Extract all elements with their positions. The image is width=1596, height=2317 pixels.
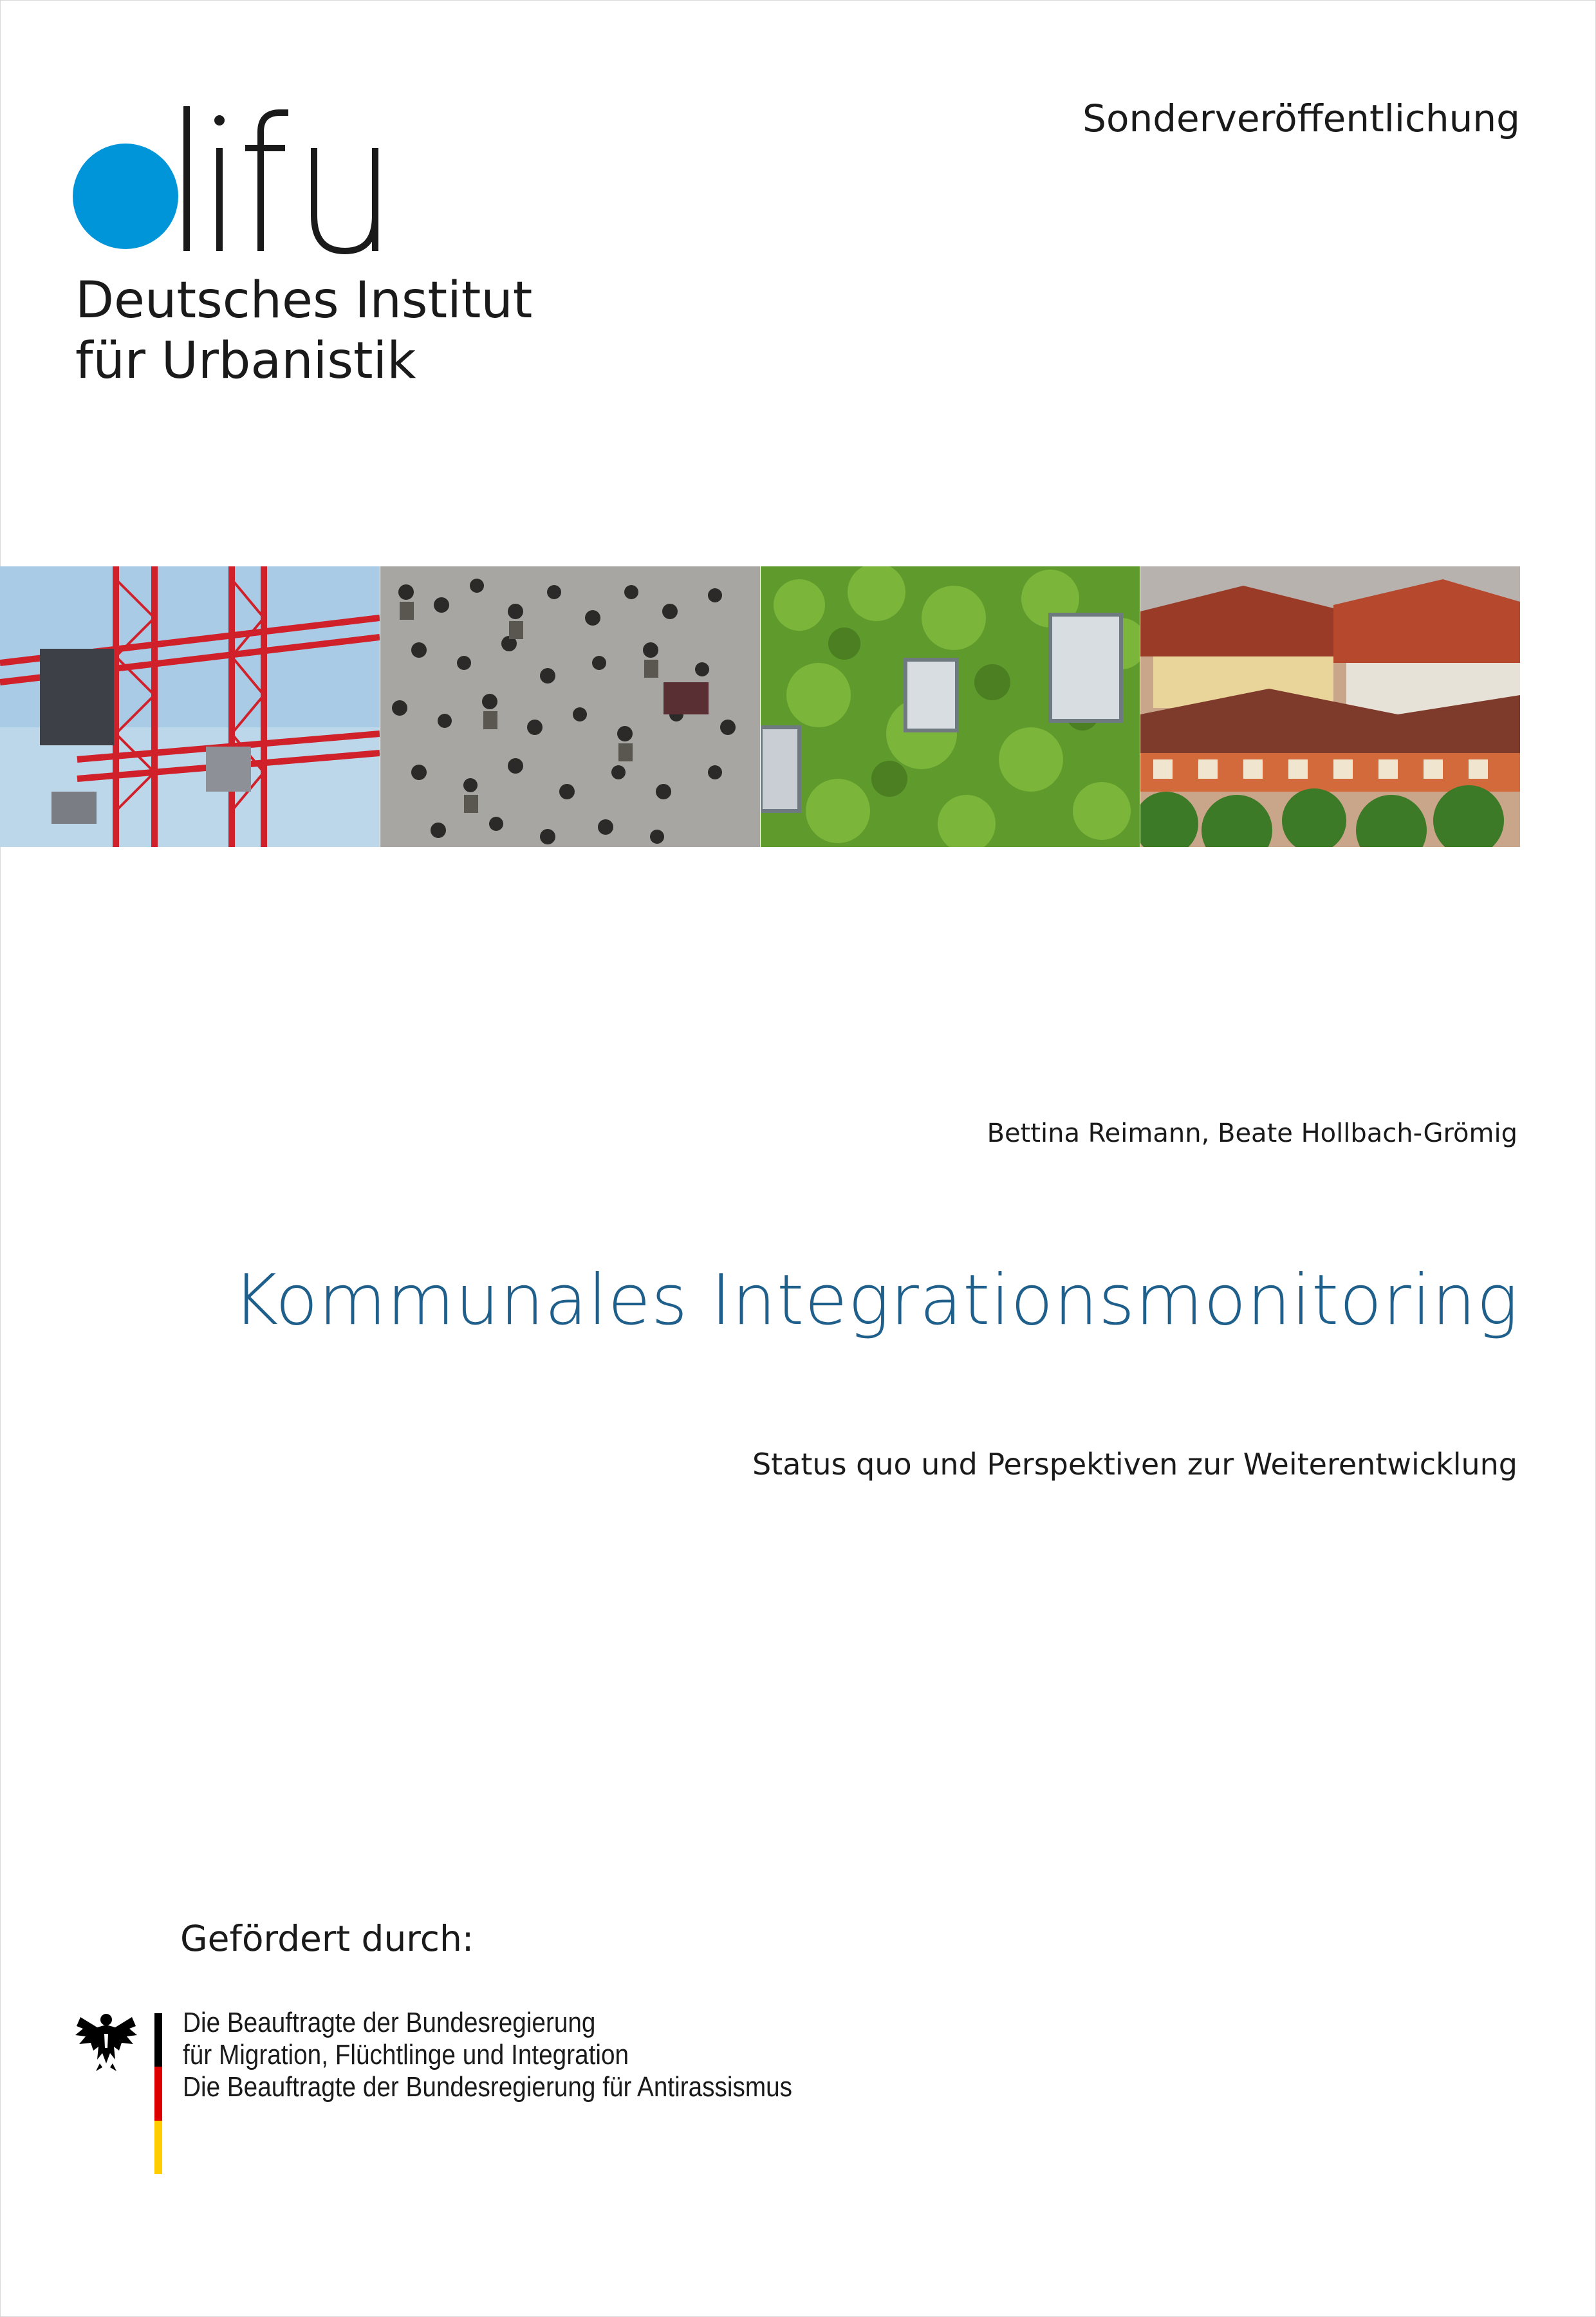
city-rooftops-image (1140, 566, 1520, 847)
publication-type: Sonderveröffentlichung (1082, 97, 1520, 140)
institute-line-2: für Urbanistik (75, 332, 416, 390)
ivy-facade-image (761, 566, 1140, 847)
difu-logo (73, 106, 394, 254)
federal-eagle-icon (74, 2008, 138, 2072)
funded-by-label: Gefördert durch: (180, 1918, 474, 1959)
institute-line-1: Deutsches Institut (75, 272, 533, 330)
document-title: Kommunales Integrationsmonitoring (232, 1260, 1519, 1341)
authors: Bettina Reimann, Beate Hollbach-Grömig (987, 1119, 1517, 1148)
crowd-aerial-image (380, 566, 760, 847)
flag-black (154, 2013, 162, 2067)
flag-red (154, 2067, 162, 2120)
flag-gold (154, 2121, 162, 2174)
document-subtitle: Status quo und Perspektiven zur Weiterentwicklung (752, 1447, 1517, 1482)
construction-cranes-image (0, 566, 380, 847)
german-flag-bar (154, 2013, 162, 2174)
image-strip (0, 566, 1520, 847)
funder-line-3: Die Beauftragte der Bundesregierung für Antirassismus (183, 2071, 793, 2103)
institute-name (75, 270, 532, 391)
funder-line-2: für Migration, Flüchtlinge und Integration (183, 2039, 629, 2070)
funder-text (183, 2007, 875, 2103)
funder-line-1: Die Beauftragte der Bundesregierung (183, 2007, 596, 2038)
